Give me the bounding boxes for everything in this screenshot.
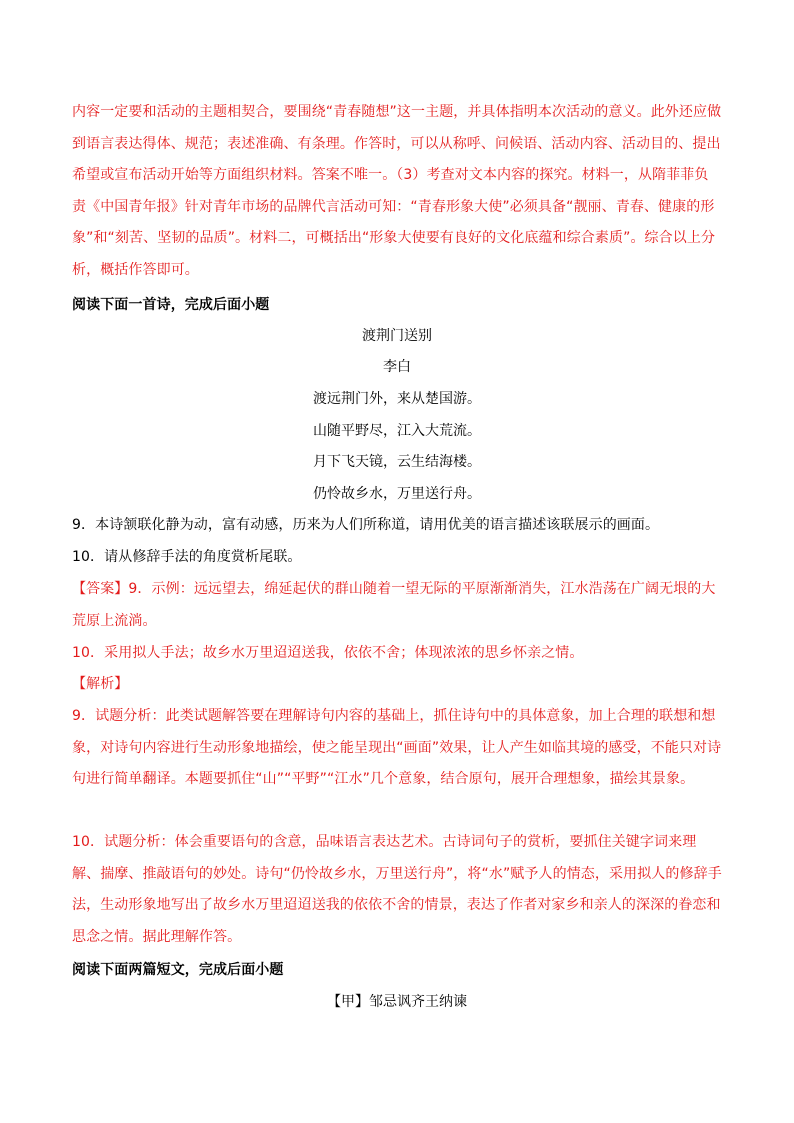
poem-author: 李白 <box>383 359 411 375</box>
analysis-label: 【解析】 <box>72 676 129 692</box>
poem-line-2: 山随平野尽，江入大荒流。 <box>313 423 481 439</box>
section-heading-poem: 阅读下面一首诗，完成后面小题 <box>72 297 270 313</box>
question-9: 9．本诗颔联化静为动，富有动感，历来为人们所称道，请用优美的语言描述该联展示的画面。 <box>72 517 660 533</box>
poem-title: 渡荆门送别 <box>362 328 432 344</box>
question-10: 10．请从修辞手法的角度赏析尾联。 <box>72 549 302 565</box>
answer-9-text: 9．示例：远远望去，绵延起伏的群山随着一望无际的平原渐渐消失，江水浩荡在广阔无垠的大荒原上流淌。 <box>72 581 716 629</box>
answer-10: 10．采用拟人手法；故乡水万里迢迢送我，依依不舍；体现浓浓的思乡怀亲之情。 <box>72 645 584 661</box>
text-a-title: 【甲】邹忌讽齐王纳谏 <box>327 994 467 1010</box>
analysis-10: 10．试题分析：体会重要语句的含意，品味语言表达艺术。古诗词句子的赏析，要抓住关键字词来理解、揣摩、推敲语句的妙处。诗句“仍怜故乡水，万里送行舟”，将“水”赋予人的情态，采用拟人的修辞手法，生动形象地写出了故乡水万里迢迢送我的依依不舍的情景，表达了作者对家乡和亲人的深深的眷恋和思念之情。据此理解作答。 <box>72 834 722 945</box>
poem-line-4: 仍怜故乡水，万里送行舟。 <box>313 486 481 502</box>
answer-9 <box>72 574 722 637</box>
analysis-9: 9．试题分析：此类试题解答要在理解诗句内容的基础上，抓住诗句中的具体意象，加上合理的联想和想象，对诗句内容进行生动形象地描绘，使之能呈现出“画面”效果，让人产生如临其境的感受，不能只对诗句进行简单翻译。本题要抓住“山”“平野”“江水”几个意象，结合原句，展开合理想象，描绘其景象。 <box>72 708 722 787</box>
section-heading-texts: 阅读下面两篇短文，完成后面小题 <box>72 962 284 978</box>
poem-line-1: 渡远荆门外，来从楚国游。 <box>313 391 481 407</box>
intro-analysis-paragraph: 内容一定要和活动的主题相契合，要围绕“青春随想”这一主题，并具体指明本次活动的意义。此外还应做到语言表达得体、规范；表述准确、有条理。作答时，可以从称呼、问候语、活动内容、活动目的、提出希望或宣布活动开始等方面组织材料。答案不唯一。（3）考查对文本内容的探究。材料一，从隋菲菲负责《中国青年报》针对青年市场的品牌代言活动可知：“青春形象大使”必须具备“靓丽、青春、健康的形象”和“刻苦、坚韧的品质”。材料二，可概括出“形象大使要有良好的文化底蕴和综合素质”。综合以上分析，概括作答即可。 <box>72 104 722 278</box>
poem-line-3: 月下飞天镜，云生结海楼。 <box>313 454 481 470</box>
answer-label: 【答案】 <box>72 581 129 597</box>
